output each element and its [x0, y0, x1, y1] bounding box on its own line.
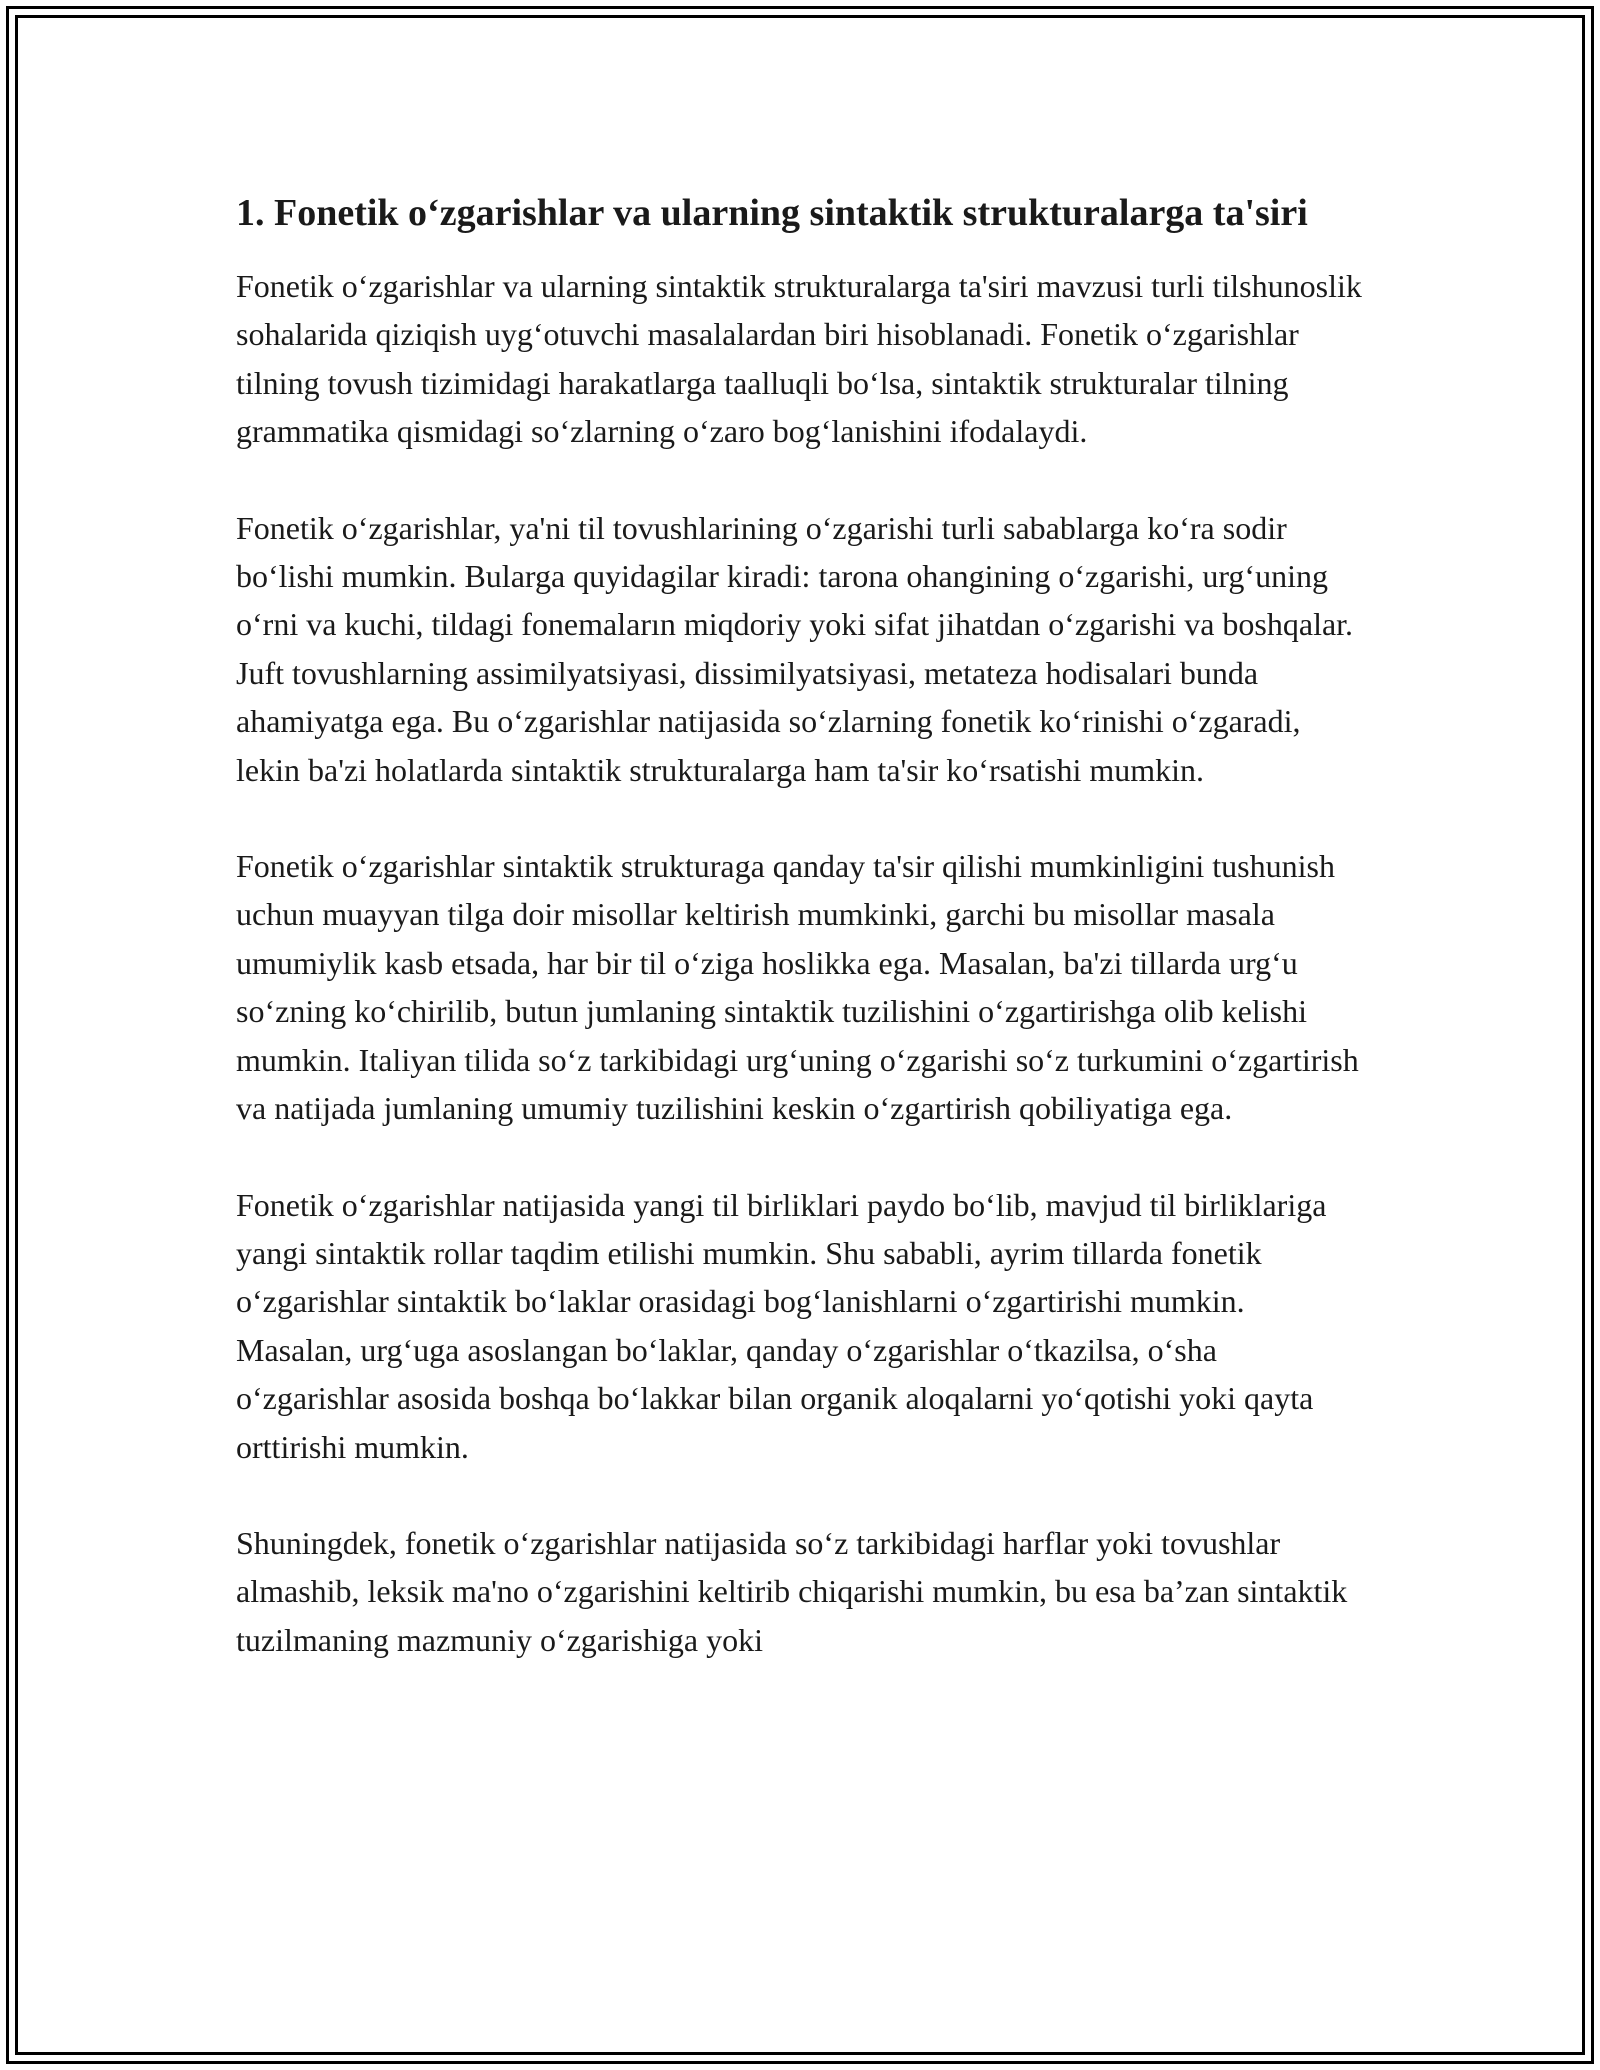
paragraph-3: Fonetik o‘zgarishlar sintaktik strukturaga qanday ta'sir qilishi mumkinligini tushunish uchun muayyan tilga doir misollar keltirish mumkinki, garchi bu misollar masala umumiylik kasb etsada, har bir til o‘ziga hoslikka ega. Masalan, ba'zi tillarda urg‘u so‘zning ko‘chirilib, butun jumlaning sintaktik tuzilishini o‘zgartirishga olib kelishi mumkin. Italiyan tilida so‘z tarkibidagi urg‘uning o‘zgarishi so‘z turkumini o‘zgartirish va natijada jumlaning umumiy tuzilishini keskin o‘zgartirish qobiliyatiga ega. — [236, 848, 1359, 1127]
paragraph-4: Fonetik o‘zgarishlar natijasida yangi til birliklari paydo bo‘lib, mavjud til birliklariga yangi sintaktik rollar taqdim etilishi mumkin. Shu sababli, ayrim tillarda fonetik o‘zgarishlar sintaktik bo‘laklar orasidagi bog‘lanishlarni o‘zgartirishi mumkin. Masalan, urg‘uga asoslangan bo‘laklar, qanday o‘zgarishlar o‘tkazilsa, o‘sha o‘zgarishlar asosida boshqa bo‘lakkar bilan organik aloqalarni yo‘qotishi yoki qayta orttirishi mumkin. — [236, 1186, 1327, 1465]
document-body — [236, 186, 1366, 1712]
paragraph-1: Fonetik o‘zgarishlar va ularning sintaktik strukturalarga ta'siri mavzusi turli tilshunoslik sohalarida qiziqish uyg‘otuvchi masalalardan biri hisoblanadi. Fonetik o‘zgarishlar tilning tovush tizimidagi harakatlarga taalluqli bo‘lsa, sintaktik strukturalar tilning grammatika qismidagi so‘zlarning o‘zaro bog‘lanishini ifodalaydi. — [236, 268, 1362, 450]
paragraph-2: Fonetik o‘zgarishlar, ya'ni til tovushlarining o‘zgarishi turli sabablarga ko‘ra sodir bo‘lishi mumkin. Bularga quyidagilar kiradi: tarona ohangining o‘zgarishi, urg‘uning o‘rni va kuchi, tildagi fonemaların miqdoriy yoki sifat jihatdan o‘zgarishi va boshqalar. Juft tovushlarning assimilyatsiyasi, dissimilyatsiyasi, metateza hodisalari bunda ahamiyatga ega. Bu o‘zgarishlar natijasida so‘zlarning fonetik ko‘rinishi o‘zgaradi, lekin ba'zi holatlarda sintaktik strukturalarga ham ta'sir ko‘rsatishi mumkin. — [236, 509, 1354, 788]
section-heading: 1. Fonetik o‘zgarishlar va ularning sintaktik strukturalarga ta'siri — [236, 192, 1308, 234]
paragraph-5: Shuningdek, fonetik o‘zgarishlar natijasida so‘z tarkibidagi harflar yoki tovushlar almashib, leksik ma'no o‘zgarishini keltirib chiqarishi mumkin, bu esa ba’zan sintaktik tuzilmaning mazmuniy o‘zgarishiga yoki — [236, 1524, 1348, 1658]
